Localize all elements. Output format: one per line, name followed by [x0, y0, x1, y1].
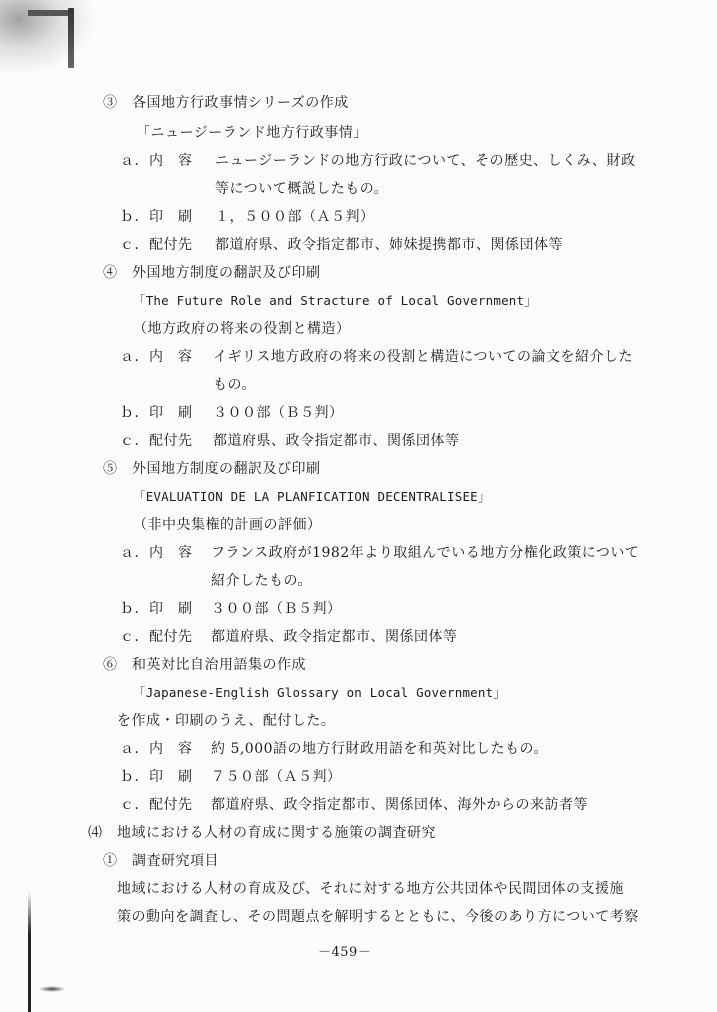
item-value-distribution: 都道府県、政令指定都市、関係団体等: [213, 433, 460, 449]
item-label-distribution: ｃ．配付先: [120, 433, 193, 449]
item-value-distribution: 都道府県、政令指定都市、関係団体、海外からの来訪者等: [211, 797, 588, 813]
page-number: －459－: [318, 945, 372, 960]
item-value-content-cont: 等について概説したもの。: [215, 181, 389, 197]
item-label-distribution: ｃ．配付先: [120, 629, 193, 645]
item-label-distribution: ｃ．配付先: [120, 797, 193, 813]
item-value-print: ３００部（Ｂ５判）: [213, 405, 344, 421]
item-value-content-cont: もの。: [213, 377, 256, 393]
section-heading-4: ④ 外国地方制度の翻訳及び印刷: [103, 265, 321, 281]
publication-title: 「ニュージーランド地方行政事情」: [136, 125, 368, 141]
section-heading-5: ⑤ 外国地方制度の翻訳及び印刷: [103, 461, 321, 477]
section-heading-3: ③ 各国地方行政事情シリーズの作成: [103, 95, 349, 111]
item-label-print: ｂ．印 刷: [120, 601, 193, 617]
item-value-content: フランス政府が1982年より取組んでいる地方分権化政策について: [211, 545, 640, 561]
publication-title-en: 「Japanese-English Glossary on Local Government」: [133, 685, 507, 700]
chapter-heading-4: ⑷ 地域における人材の育成に関する施策の調査研究: [88, 825, 436, 841]
item-value-print: １，５００部（Ａ５判）: [215, 209, 375, 225]
scan-corner-mark-vertical: [68, 8, 74, 68]
item-label-print: ｂ．印 刷: [120, 769, 193, 785]
item-label-content: ａ．内 容: [120, 153, 193, 169]
item-label-content: ａ．内 容: [120, 545, 193, 561]
item-label-print: ｂ．印 刷: [120, 405, 193, 421]
publication-title-fr: 「EVALUATION DE LA PLANFICATION DECENTRALISEE」: [133, 489, 491, 504]
item-value-content: 約 5,000語の地方行財政用語を和英対比したもの。: [211, 741, 548, 757]
item-value-content-cont: 紹介したもの。: [211, 573, 312, 589]
item-value-content: イギリス地方政府の将来の役割と構造についての論文を紹介した: [213, 349, 633, 365]
item-label-print: ｂ．印 刷: [120, 209, 193, 225]
item-value-distribution: 都道府県、政令指定都市、関係団体等: [211, 629, 458, 645]
section-heading-6: ⑥ 和英対比自治用語集の作成: [103, 657, 306, 673]
item-value-print: ７５０部（Ａ５判）: [211, 769, 342, 785]
item-value-distribution: 都道府県、政令指定都市、姉妹提携都市、関係団体等: [215, 237, 563, 253]
publication-title-translation: （地方政府の将来の役割と構造）: [133, 321, 351, 337]
scan-binding-smudge: [38, 986, 66, 992]
item-label-distribution: ｃ．配付先: [120, 237, 193, 253]
item-label-content: ａ．内 容: [120, 349, 193, 365]
publication-title-en: 「The Future Role and Stracture of Local Government」: [133, 293, 537, 308]
item-value-print: ３００部（Ｂ５判）: [211, 601, 342, 617]
scan-binding-edge: [28, 892, 31, 1012]
publication-title-translation: （非中央集権的計画の評価）: [133, 517, 322, 533]
subsection-heading-1: ① 調査研究項目: [103, 853, 219, 869]
body-paragraph-line: 地域における人材の育成及び、それに対する地方公共団体や民間団体の支援施: [117, 881, 624, 897]
body-text: を作成・印刷のうえ、配付した。: [117, 713, 336, 729]
item-value-content: ニュージーランドの地方行政について、その歴史、しくみ、財政: [215, 153, 636, 169]
body-paragraph-line: 策の動向を調査し、その問題点を解明するとともに、今後のあり方について考察: [117, 909, 639, 925]
item-label-content: ａ．内 容: [120, 741, 193, 757]
